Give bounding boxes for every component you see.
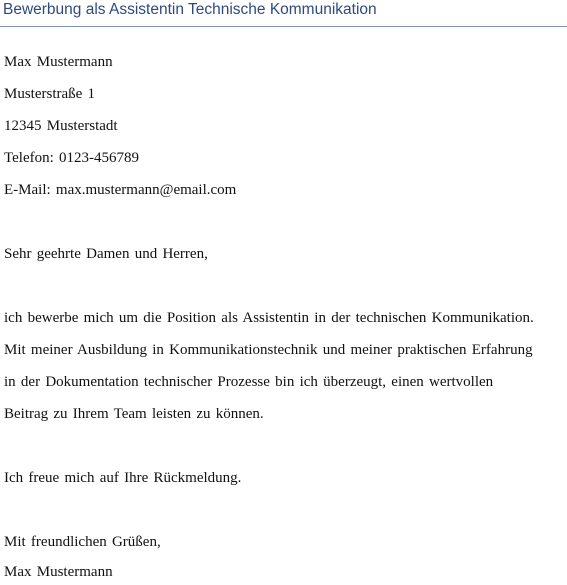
body-line: ich bewerbe mich um die Position als Assistentin in der technischen Kommunikation. bbox=[4, 310, 534, 326]
sender-phone: Telefon: 0123-456789 bbox=[4, 150, 140, 166]
body-line: Mit meiner Ausbildung in Kommunikationstechnik und meiner praktischen Erfahrung bbox=[4, 342, 533, 358]
body-line: Beitrag zu Ihrem Team leisten zu können. bbox=[4, 406, 264, 422]
closing-sentence: Ich freue mich auf Ihre Rückmeldung. bbox=[4, 470, 242, 486]
signature-name: Max Mustermann bbox=[4, 564, 113, 580]
salutation: Sehr geehrte Damen und Herren, bbox=[4, 246, 208, 262]
sender-email: E-Mail: max.mustermann@email.com bbox=[4, 182, 237, 198]
sender-name: Max Mustermann bbox=[4, 54, 113, 70]
header-divider bbox=[0, 26, 567, 27]
sender-street: Musterstraße 1 bbox=[4, 86, 96, 102]
document-title: Bewerbung als Assistentin Technische Kommunikation bbox=[3, 1, 377, 18]
body-line: in der Dokumentation technischer Prozesse bin ich überzeugt, einen wertvollen bbox=[4, 374, 494, 390]
sender-city: 12345 Musterstadt bbox=[4, 118, 118, 134]
greeting: Mit freundlichen Grüßen, bbox=[4, 534, 161, 550]
